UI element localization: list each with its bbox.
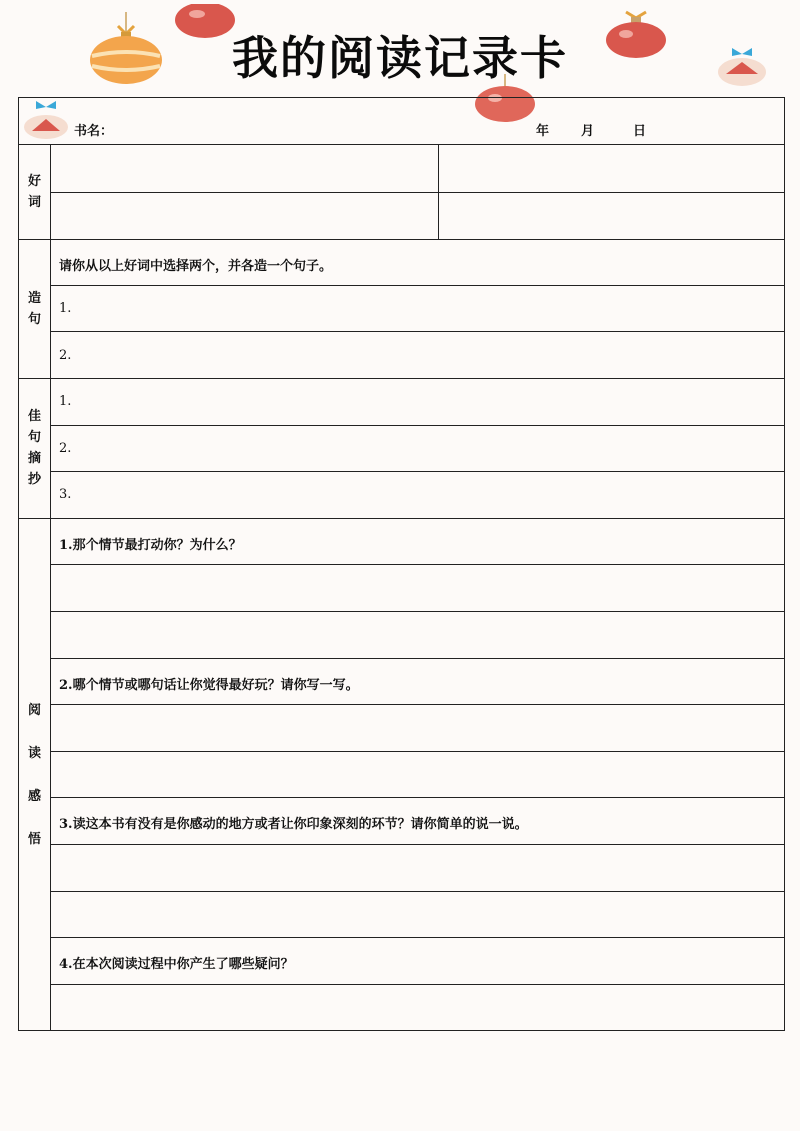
good-words-label: 好 词 [27, 174, 41, 210]
reflection-label: 阅 读 感 悟 [27, 702, 41, 847]
reflection-question-4: 4.在本次阅读过程中你产生了哪些疑问？ [59, 957, 294, 972]
answer-area[interactable] [51, 705, 784, 750]
reflection-question-3: 3.读这本书有没有是你感动的地方或者让你印象深刻的环节？请你简单的说一说。 [59, 817, 528, 832]
answer-area[interactable] [51, 565, 784, 610]
day-label: 日 [633, 124, 647, 139]
good-word-box[interactable] [439, 146, 784, 191]
month-label: 月 [581, 124, 595, 139]
good-word-box[interactable] [51, 146, 437, 191]
excerpts-label: 佳 句 摘 抄 [27, 409, 41, 487]
year-label: 年 [536, 124, 550, 139]
make-sentence-label: 造 句 [27, 290, 41, 327]
answer-area[interactable] [51, 845, 784, 890]
make-sentence-prompt: 请你从以上好词中选择两个，并各造一个句子。 [59, 259, 333, 274]
sentence-line-2[interactable]: 2. [59, 348, 72, 363]
excerpt-line-1[interactable]: 1. [59, 394, 72, 409]
good-word-box[interactable] [51, 193, 437, 238]
header-row [19, 98, 784, 145]
answer-area[interactable] [51, 985, 784, 1030]
sentence-line-1[interactable]: 1. [59, 301, 72, 316]
excerpt-line-3[interactable]: 3. [59, 487, 72, 502]
excerpt-line-2[interactable]: 2. [59, 441, 72, 456]
good-word-box[interactable] [439, 193, 784, 238]
reading-record-card [18, 97, 785, 1031]
reflection-question-1: 1.那个情节最打动你？为什么？ [59, 538, 242, 553]
reflection-question-2: 2.哪个情节或哪句话让你觉得最好玩？请你写一写。 [59, 678, 359, 693]
book-name-label: 书名： [74, 124, 114, 139]
page-title: 我的阅读记录卡 [232, 31, 568, 85]
